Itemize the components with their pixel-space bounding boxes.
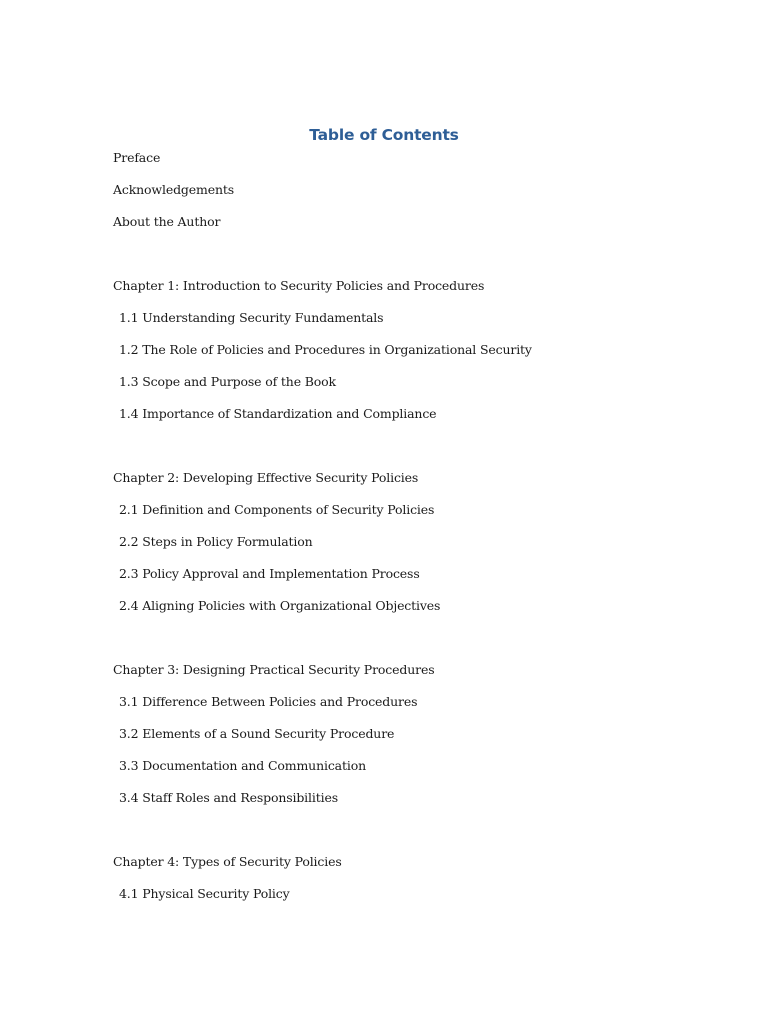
toc-section-entry: 3.2 Elements of a Sound Security Procedure bbox=[119, 726, 395, 741]
toc-section-entry: 1.2 The Role of Policies and Procedures in Organizational Security bbox=[119, 342, 532, 357]
toc-section-entry: 3.3 Documentation and Communication bbox=[119, 758, 366, 773]
toc-section-entry: 2.3 Policy Approval and Implementation Process bbox=[119, 566, 420, 581]
toc-section-entry: 2.1 Definition and Components of Security Policies bbox=[119, 502, 435, 517]
toc-entry-about-the-author: About the Author bbox=[113, 214, 221, 229]
toc-chapter-heading: Chapter 3: Designing Practical Security Procedures bbox=[113, 662, 435, 677]
toc-section-entry: 2.2 Steps in Policy Formulation bbox=[119, 534, 313, 549]
toc-section-entry: 2.4 Aligning Policies with Organizational Objectives bbox=[119, 598, 441, 613]
toc-chapter-heading: Chapter 2: Developing Effective Security Policies bbox=[113, 470, 419, 485]
toc-chapter-heading: Chapter 1: Introduction to Security Policies and Procedures bbox=[113, 278, 485, 293]
toc-section-entry: 1.4 Importance of Standardization and Compliance bbox=[119, 406, 437, 421]
toc-section-entry: 1.1 Understanding Security Fundamentals bbox=[119, 310, 384, 325]
toc-entry-preface: Preface bbox=[113, 150, 161, 165]
toc-section-entry: 4.1 Physical Security Policy bbox=[119, 886, 290, 901]
toc-section-entry: 1.3 Scope and Purpose of the Book bbox=[119, 374, 336, 389]
toc-chapter-heading: Chapter 4: Types of Security Policies bbox=[113, 854, 342, 869]
toc-section-entry: 3.4 Staff Roles and Responsibilities bbox=[119, 790, 338, 805]
page-title: Table of Contents bbox=[309, 126, 459, 144]
toc-section-entry: 3.1 Difference Between Policies and Procedures bbox=[119, 694, 418, 709]
toc-entry-acknowledgements: Acknowledgements bbox=[113, 182, 235, 197]
